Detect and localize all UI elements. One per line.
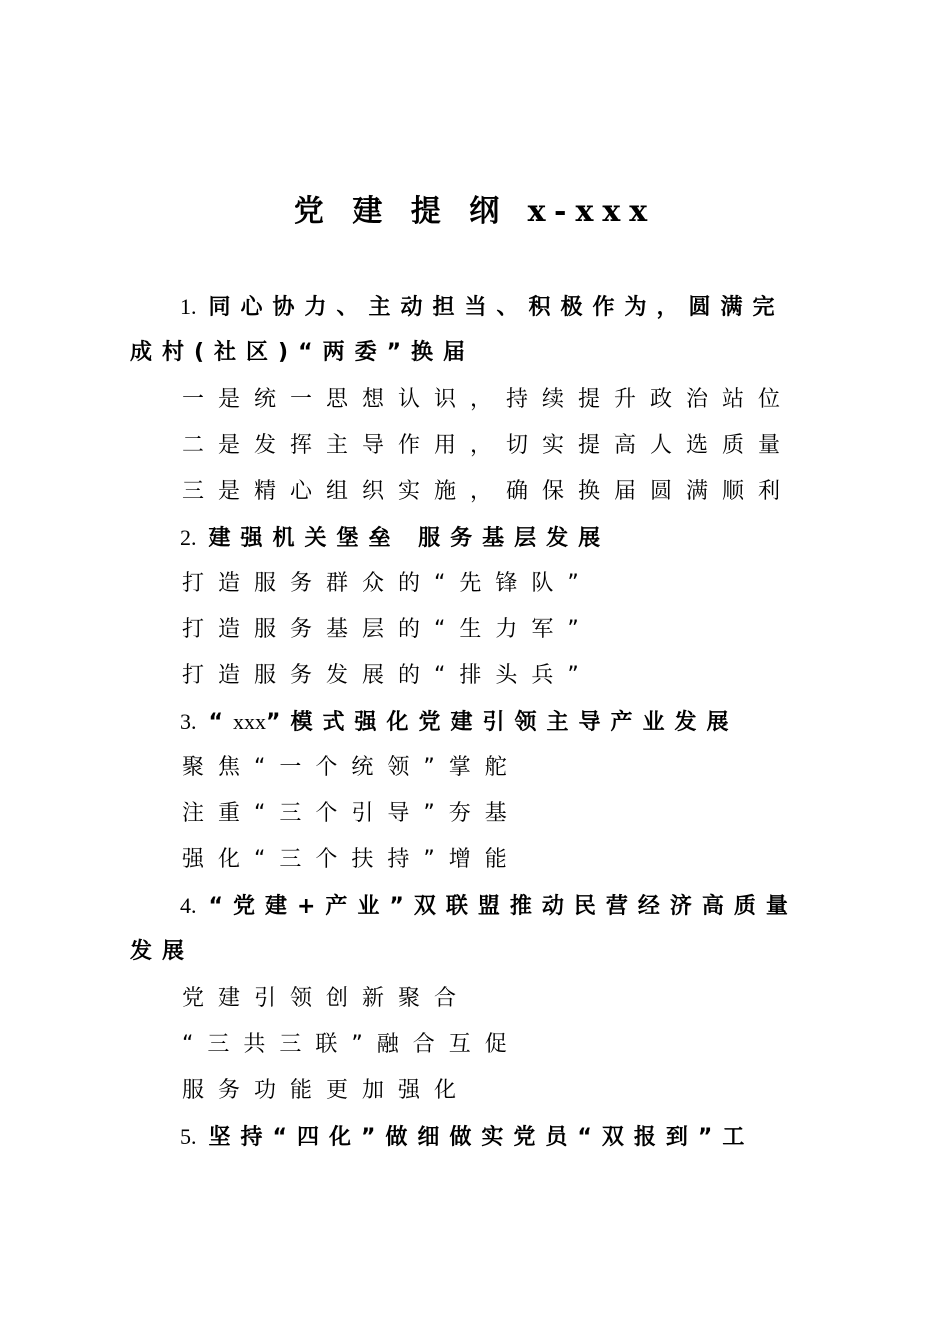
section-2-number: 2. xyxy=(180,525,197,550)
section-5-number: 5. xyxy=(180,1124,197,1149)
section-3-item-2: 注重“三个引导”夯基 xyxy=(182,801,521,826)
section-1-heading-text: 同心协力、主动担当、积极作为，圆满完 xyxy=(208,295,785,320)
section-5-heading xyxy=(180,1122,754,1153)
section-4-item-1: 党建引领创新聚合 xyxy=(182,986,471,1011)
section-2-heading xyxy=(180,523,610,554)
section-4-heading-line2: 发展 xyxy=(130,939,195,964)
section-3-heading xyxy=(180,707,738,738)
section-1-item-2: 二是发挥主导作用，切实提高人选质量 xyxy=(182,433,795,458)
section-1-heading-line2: 成村(社区)“两委”换届 xyxy=(130,340,476,365)
section-4-number: 4. xyxy=(180,893,197,918)
page-title: 党 建 提 纲 x-xxx xyxy=(293,194,657,229)
section-3-heading-quote-open: “ xyxy=(208,710,233,735)
section-2-item-1: 打造服务群众的“先锋队” xyxy=(182,571,593,596)
section-1-item-3: 三是精心组织实施，确保换届圆满顺利 xyxy=(182,479,795,504)
section-2-item-3: 打造服务发展的“排头兵” xyxy=(182,663,593,688)
section-4-heading-line1 xyxy=(180,891,798,922)
section-1-number: 1. xyxy=(180,294,197,319)
section-4-item-2: “三共三联”融合互促 xyxy=(182,1032,521,1057)
section-3-heading-text: 模式强化党建引领主导产业发展 xyxy=(290,710,739,735)
section-4-heading-text: “党建+产业”双联盟推动民营经济高质量 xyxy=(208,894,798,919)
section-3-number: 3. xyxy=(180,709,197,734)
section-3-heading-quote-close: ” xyxy=(265,710,291,735)
section-5-heading-text: 坚持“四化”做细做实党员“双报到”工 xyxy=(208,1125,755,1150)
section-3-item-3: 强化“三个扶持”增能 xyxy=(182,847,521,872)
section-3-item-1: 聚焦“一个统领”掌舵 xyxy=(182,755,521,780)
section-2-heading-text: 建强机关堡垒 服务基层发展 xyxy=(208,526,611,551)
section-4-item-3: 服务功能更加强化 xyxy=(182,1078,471,1103)
section-3-heading-latin: xxx xyxy=(232,709,266,734)
section-1-item-1: 一是统一思想认识，持续提升政治站位 xyxy=(182,387,795,412)
section-2-item-2: 打造服务基层的“生力军” xyxy=(182,617,593,642)
section-1-heading-line1 xyxy=(180,292,785,323)
